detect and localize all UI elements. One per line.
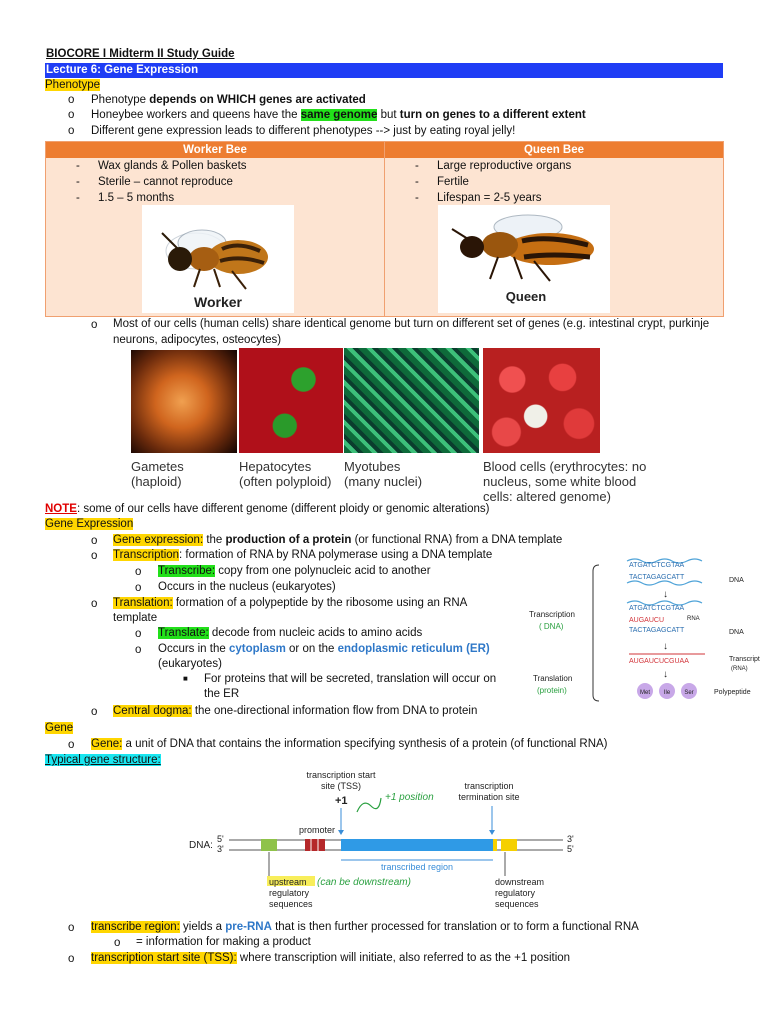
text: : formation of RNA by RNA polymerase using a DNA template (179, 549, 493, 561)
gene-structure-diagram (185, 768, 585, 916)
aa-label: Met (639, 690, 651, 696)
polypeptide-label: Polypeptide (714, 689, 751, 696)
five-prime: 5' (217, 834, 224, 844)
gene-heading: Gene (45, 722, 74, 734)
worker-caption: Worker (194, 294, 242, 310)
list-item-line1: Most of our cells (human cells) share identical genome but turn on different set of genes (e.g. intestinal crypt, purkinje (113, 318, 710, 330)
caption-blood: Blood cells (erythrocytes: no (483, 459, 647, 474)
bullet-marker: o (91, 550, 98, 562)
dna-top-seq-2: ATGATCTCGTAA (629, 605, 685, 612)
text: copy from one polynucleic acid to another (215, 565, 431, 577)
bullet-marker: o (91, 598, 98, 610)
worker-item: Wax glands & Pollen baskets (98, 160, 247, 172)
dna-bot-seq: TACTAGAGCATT (629, 574, 685, 581)
text-bold: production of a protein (225, 534, 352, 546)
upstream-label-3: sequences (269, 899, 313, 909)
bullet-marker: o (68, 109, 75, 121)
downstream-label-3: sequences (495, 899, 539, 909)
bullet-marker: o (68, 922, 75, 934)
transcript-label: Transcript (729, 656, 760, 663)
bullet-marker: o (114, 937, 121, 949)
text: the one-directional information flow from DNA to protein (191, 705, 478, 717)
text: Phenotype (91, 94, 150, 106)
text: the (203, 534, 226, 546)
transcribed-region-label: transcribed region (380, 862, 454, 872)
bullet-marker: o (91, 319, 98, 331)
bullet-marker: o (135, 628, 142, 640)
worker-header: Worker Bee (46, 142, 384, 158)
bullet-marker: o (68, 739, 75, 751)
list-item (158, 627, 422, 639)
translation-note: (protein) (537, 686, 567, 695)
bullet-marker: o (135, 582, 142, 594)
text: or on the (285, 643, 338, 655)
term: Central dogma: (113, 705, 192, 717)
dash-marker: - (415, 160, 419, 172)
tss-label: transcription start (306, 770, 376, 780)
downstream-label-2: regulatory (495, 888, 536, 898)
rna-full-seq: AUGAUCUCGUAA (629, 658, 689, 665)
upstream-note: (can be downstream) (317, 877, 411, 888)
dna-top-seq: ATGATCTCGTAA (629, 562, 685, 569)
list-item: Occurs in the nucleus (eukaryotes) (158, 581, 336, 593)
promoter-label: promoter (298, 825, 336, 835)
blood-cells-image (483, 348, 600, 453)
text: where transcription will initiate, also referred to as the +1 position (236, 952, 571, 964)
list-item (113, 597, 467, 609)
upstream-label: upstream (269, 877, 307, 887)
dash-marker: - (76, 192, 80, 204)
caption-blood-sub2: cells: altered genome) (483, 489, 611, 504)
queen-item: Fertile (437, 176, 469, 188)
list-item (91, 921, 639, 933)
list-item (113, 534, 562, 546)
gene-expression-heading: Gene Expression (45, 518, 134, 530)
termination-label-2: termination site (458, 792, 520, 802)
caption-myotubes: Myotubes (344, 459, 401, 474)
queen-bee-icon (438, 205, 610, 313)
caption-gametes: Gametes (131, 459, 184, 474)
list-item-cont: template (113, 612, 158, 624)
note-text: : some of our cells have different genome (different ploidy or genomic alterations) (76, 503, 490, 515)
bullet-marker: o (91, 706, 98, 718)
list-item (113, 549, 492, 561)
list-item (91, 109, 586, 121)
bee-comparison-table (45, 141, 724, 317)
text: formation of a polypeptide by the ribosome using an RNA (172, 597, 468, 609)
term: Translation: (113, 597, 173, 609)
bullet-marker: o (68, 953, 75, 965)
term: Gene: (91, 738, 123, 750)
list-item-cont: the ER (204, 688, 240, 700)
gamete-image (131, 350, 237, 453)
term: Gene expression: (113, 534, 204, 546)
caption-hepatocytes-sub: (often polyploid) (239, 474, 332, 489)
arrow-down-icon: ↓ (663, 589, 668, 600)
worker-bee-icon (142, 205, 294, 313)
note-label: NOTE (45, 503, 77, 515)
translation-label: Translation (533, 674, 573, 683)
list-item-line2: neurons, adipocytes, osteocytes) (113, 334, 282, 346)
tss-label-2: site (TSS) (320, 781, 362, 791)
rna-seq: AUGAUCU (629, 617, 665, 624)
term: Transcribe: (158, 565, 216, 577)
term-blue: pre-RNA (225, 921, 272, 933)
dash-marker: - (76, 176, 80, 188)
text: a unit of DNA that contains the information specifying synthesis of a protein (of functional RNA) (122, 738, 608, 750)
document-title: BIOCORE I Midterm II Study Guide (46, 48, 235, 60)
phenotype-heading: Phenotype (45, 79, 100, 91)
three-prime-right: 3' (567, 834, 574, 844)
text: Occurs in the (158, 643, 229, 655)
three-prime: 3' (217, 844, 224, 854)
dash-marker: - (76, 160, 80, 172)
list-item (158, 565, 431, 577)
upstream-label-2: regulatory (269, 888, 310, 898)
caption-myotubes-sub: (many nuclei) (344, 474, 423, 489)
highlight-text: same genome (300, 109, 378, 121)
caption-blood-sub: nucleus, some white blood (483, 474, 637, 489)
aa-label: Ile (663, 690, 671, 696)
five-prime-right: 5' (567, 844, 574, 854)
term: Transcription (113, 549, 180, 561)
bullet-marker: o (135, 644, 142, 656)
dash-marker: - (415, 176, 419, 188)
list-item (91, 94, 366, 106)
list-item: For proteins that will be secreted, translation will occur on (204, 673, 497, 685)
hepatocyte-image (239, 348, 343, 453)
list-item-cont: (eukaryotes) (158, 658, 222, 670)
text: that is then further processed for translation or to form a functional RNA (271, 921, 639, 933)
central-dogma-figure (527, 555, 765, 710)
bullet-marker: o (135, 566, 142, 578)
text-bold: turn on genes to a different extent (399, 109, 586, 121)
term: transcribe region: (91, 921, 180, 933)
arrow-down-icon: ↓ (663, 641, 668, 652)
transcript-note: (RNA) (731, 666, 748, 672)
transcription-label: Transcription (529, 610, 575, 619)
dna-label: DNA (729, 577, 744, 584)
list-item (91, 738, 608, 750)
caption-hepatocytes: Hepatocytes (239, 459, 312, 474)
worker-item: Sterile – cannot reproduce (98, 176, 233, 188)
termination-label: transcription (464, 781, 514, 791)
list-item (91, 952, 570, 964)
queen-item: Large reproductive organs (437, 160, 572, 172)
queen-bee-image (438, 205, 610, 313)
gene-structure-figure (185, 768, 585, 916)
myotube-image (344, 348, 479, 453)
term-blue: endoplasmic reticulum (ER) (337, 643, 490, 655)
text: decode from nucleic acids to amino acids (208, 627, 423, 639)
dash-marker: - (415, 192, 419, 204)
list-item (158, 643, 490, 655)
list-item (113, 705, 477, 717)
bullet-marker: o (68, 94, 75, 106)
queen-caption: Queen (505, 289, 547, 304)
text: yields a (179, 921, 226, 933)
plus1-label: +1 (335, 795, 348, 807)
queen-header: Queen Bee (385, 142, 723, 158)
central-dogma-diagram (527, 555, 765, 710)
downstream-label: downstream (495, 877, 545, 887)
caption-gametes-sub: (haploid) (131, 474, 182, 489)
term: Translate: (158, 627, 209, 639)
term-blue: cytoplasm (228, 643, 286, 655)
text: Honeybee workers and queens have the (91, 109, 301, 121)
arrow-down-icon: ↓ (663, 669, 668, 680)
lecture-heading: Lecture 6: Gene Expression (45, 63, 723, 78)
dna-label-2: DNA (729, 629, 744, 636)
typical-gene-structure-heading: Typical gene structure: (45, 754, 161, 766)
rna-label: RNA (687, 616, 700, 622)
aa-label: Ser (684, 690, 694, 696)
list-item: Different gene expression leads to different phenotypes --> just by eating royal jelly! (91, 125, 516, 137)
note-line (45, 503, 489, 515)
worker-bee-image (142, 205, 294, 313)
dna-label: DNA: (189, 840, 213, 851)
text: but (377, 109, 400, 121)
column-divider (384, 142, 385, 316)
worker-item: 1.5 – 5 months (98, 192, 175, 204)
list-item: = information for making a product (136, 936, 311, 948)
square-bullet: ■ (183, 674, 188, 683)
bullet-marker: o (68, 125, 75, 137)
text-bold: depends on WHICH genes are activated (149, 94, 366, 106)
transcription-note: ( DNA) (539, 622, 564, 631)
bullet-marker: o (91, 535, 98, 547)
queen-item: Lifespan = 2-5 years (437, 192, 542, 204)
plus1-note: +1 position (385, 792, 434, 803)
text: (or functional RNA) from a DNA template (351, 534, 563, 546)
term: transcription start site (TSS): (91, 952, 237, 964)
dna-bot-seq-2: TACTAGAGCATT (629, 627, 685, 634)
